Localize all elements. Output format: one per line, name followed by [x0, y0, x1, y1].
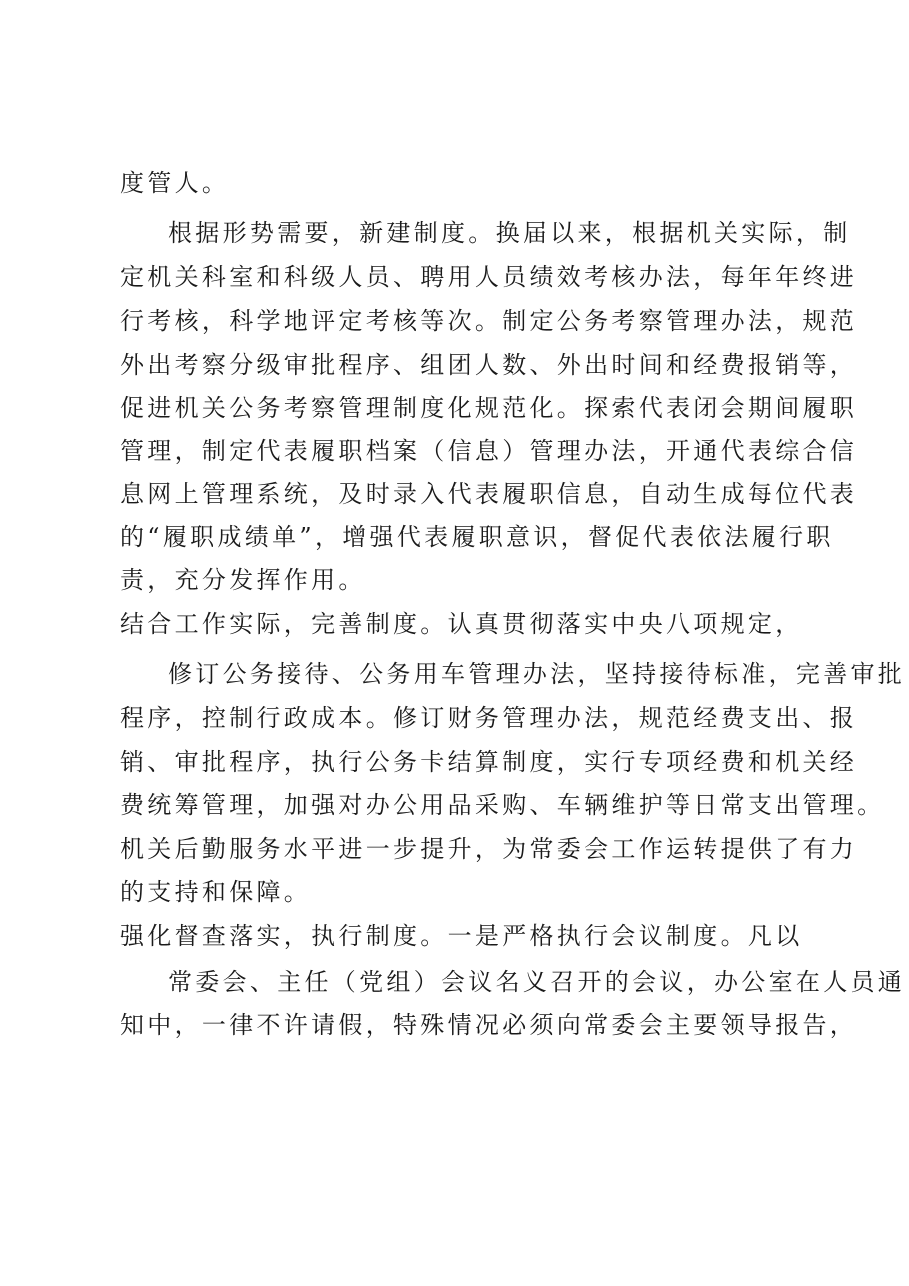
text-line: 结合工作实际，完善制度。认真贯彻落实中央八项规定，	[120, 610, 803, 638]
text-line: 息网上管理系统，及时录入代表履职信息，自动生成每位代表	[120, 480, 858, 508]
text-line: 费统筹管理，加强对办公用品采购、车辆维护等日常支出管理。	[120, 791, 885, 819]
text-line: 的支持和保障。	[120, 878, 312, 906]
text-line: 强化督查落实，执行制度。一是严格执行会议制度。凡以	[120, 922, 803, 950]
text-line: 机关后勤服务水平进一步提升，为常委会工作运转提供了有力	[120, 835, 858, 863]
paragraph-first-line: 修订公务接待、公务用车管理办法，坚持接待标准，完善审批	[168, 660, 906, 688]
text-line: 促进机关公务考察管理制度化规范化。探索代表闭会期间履职	[120, 394, 858, 422]
text-line: 的“履职成绩单”，增强代表履职意识，督促代表依法履行职	[120, 523, 834, 551]
text-line: 销、审批程序，执行公务卡结算制度，实行专项经费和机关经	[120, 748, 858, 776]
text-line: 程序，控制行政成本。修订财务管理办法，规范经费支出、报	[120, 704, 858, 732]
text-line: 行考核，科学地评定考核等次。制定公务考察管理办法，规范	[120, 307, 858, 335]
text-line: 管理，制定代表履职档案（信息）管理办法，开通代表综合信	[120, 437, 858, 465]
text-line: 度管人。	[120, 169, 230, 197]
text-line: 定机关科室和科级人员、聘用人员绩效考核办法，每年年终进	[120, 263, 858, 291]
paragraph-first-line: 根据形势需要，新建制度。换届以来，根据机关实际，制	[168, 219, 851, 247]
text-line: 知中，一律不许请假，特殊情况必须向常委会主要领导报告，	[120, 1011, 858, 1039]
text-line: 责，充分发挥作用。	[120, 566, 366, 594]
text-line: 外出考察分级审批程序、组团人数、外出时间和经费报销等，	[120, 351, 858, 379]
paragraph-first-line: 常委会、主任（党组）会议名义召开的会议，办公室在人员通	[168, 968, 906, 996]
